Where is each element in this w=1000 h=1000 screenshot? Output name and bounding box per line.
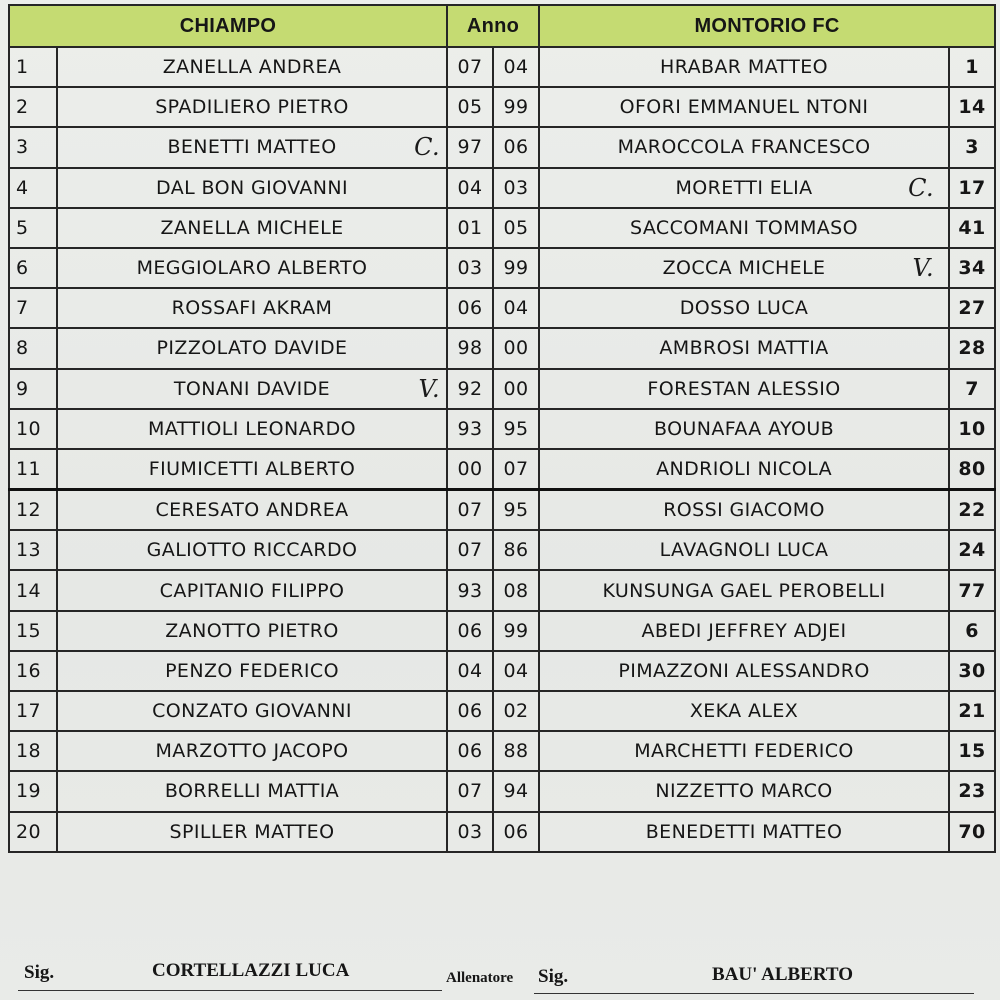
home-player-label: SPADILIERO PIETRO	[155, 96, 349, 119]
home-player-name	[57, 691, 447, 731]
away-player-label: NIZZETTO MARCO	[655, 780, 833, 803]
away-player-name	[539, 288, 949, 328]
home-birth-year: 07	[447, 47, 493, 87]
row-number: 14	[9, 570, 57, 610]
away-jersey-number: 6	[949, 611, 995, 651]
row-number: 4	[9, 168, 57, 208]
table-row	[9, 691, 995, 731]
away-jersey-number: 70	[949, 812, 995, 852]
away-team-header: MONTORIO FC	[539, 5, 995, 47]
away-player-name	[539, 530, 949, 570]
home-player-name	[57, 731, 447, 771]
away-jersey-number: 15	[949, 731, 995, 771]
home-player-name	[57, 168, 447, 208]
away-player-name	[539, 611, 949, 651]
row-number: 20	[9, 812, 57, 852]
table-row	[9, 168, 995, 208]
row-number: 11	[9, 449, 57, 490]
home-birth-year: 92	[447, 369, 493, 409]
home-player-label: FIUMICETTI ALBERTO	[148, 457, 356, 480]
table-row	[9, 530, 995, 570]
home-player-name	[57, 208, 447, 248]
away-jersey-number: 7	[949, 369, 995, 409]
home-player-name	[57, 369, 447, 409]
table-row	[9, 449, 995, 490]
lineup-table	[8, 4, 996, 853]
home-player-label: ROSSAFI AKRAM	[171, 297, 333, 320]
home-birth-year: 03	[447, 812, 493, 852]
home-sig-label: Sig.	[24, 962, 55, 983]
home-birth-year: 93	[447, 409, 493, 449]
away-birth-year: 04	[493, 651, 539, 691]
away-jersey-number: 22	[949, 490, 995, 531]
away-player-name	[539, 328, 949, 368]
away-player-name	[539, 691, 949, 731]
home-player-label: ZANELLA ANDREA	[162, 56, 342, 79]
away-player-name	[539, 369, 949, 409]
home-player-label: ZANOTTO PIETRO	[165, 619, 339, 642]
header-row	[9, 5, 995, 47]
away-birth-year: 06	[493, 812, 539, 852]
home-birth-year: 04	[447, 168, 493, 208]
away-player-name	[539, 812, 949, 852]
table-row	[9, 288, 995, 328]
table-row	[9, 87, 995, 127]
home-player-label: MEGGIOLARO ALBERTO	[136, 257, 368, 280]
away-birth-year: 94	[493, 771, 539, 811]
home-player-label: SPILLER MATTEO	[169, 820, 335, 843]
home-signature-line	[18, 990, 442, 991]
home-team-header: CHIAMPO	[9, 5, 447, 47]
away-birth-year: 04	[493, 288, 539, 328]
row-number: 7	[9, 288, 57, 328]
away-player-name	[539, 127, 949, 167]
home-birth-year: 01	[447, 208, 493, 248]
away-player-label: ANDRIOLI NICOLA	[656, 457, 832, 480]
row-number: 8	[9, 328, 57, 368]
away-jersey-number: 23	[949, 771, 995, 811]
row-number: 12	[9, 490, 57, 531]
away-jersey-number: 28	[949, 328, 995, 368]
away-birth-year: 05	[493, 208, 539, 248]
home-player-label: PENZO FEDERICO	[165, 659, 339, 682]
away-player-name	[539, 168, 949, 208]
row-number: 3	[9, 127, 57, 167]
row-number: 5	[9, 208, 57, 248]
home-player-name	[57, 328, 447, 368]
home-player-label: BORRELLI MATTIA	[164, 780, 340, 803]
home-player-name	[57, 490, 447, 531]
home-birth-year: 03	[447, 248, 493, 288]
away-jersey-number: 3	[949, 127, 995, 167]
row-number: 6	[9, 248, 57, 288]
table-row	[9, 812, 995, 852]
away-sig-label: Sig.	[538, 966, 569, 987]
away-player-label: MAROCCOLA FRANCESCO	[617, 136, 871, 159]
row-number: 10	[9, 409, 57, 449]
away-birth-year: 95	[493, 409, 539, 449]
away-player-label: AMBROSI MATTIA	[659, 337, 829, 360]
home-player-name	[57, 47, 447, 87]
home-player-label: CONZATO GIOVANNI	[152, 700, 352, 723]
row-number: 1	[9, 47, 57, 87]
away-birth-year: 99	[493, 248, 539, 288]
away-player-label: FORESTAN ALESSIO	[647, 377, 841, 400]
away-player-label: OFORI EMMANUEL NTONI	[619, 96, 869, 119]
away-player-name	[539, 570, 949, 610]
away-player-name	[539, 208, 949, 248]
away-birth-year: 08	[493, 570, 539, 610]
home-player-name	[57, 570, 447, 610]
away-birth-year: 00	[493, 369, 539, 409]
away-jersey-number: 77	[949, 570, 995, 610]
home-birth-year: 04	[447, 651, 493, 691]
home-player-label: MATTIOLI LEONARDO	[148, 417, 356, 440]
away-player-name	[539, 490, 949, 531]
row-number: 2	[9, 87, 57, 127]
away-signature-line	[534, 993, 974, 994]
away-player-label: LAVAGNOLI LUCA	[659, 539, 829, 562]
away-player-label: DOSSO LUCA	[679, 297, 809, 320]
away-player-label: SACCOMANI TOMMASO	[630, 216, 859, 239]
away-jersey-number: 34	[949, 248, 995, 288]
away-birth-year: 88	[493, 731, 539, 771]
row-number: 16	[9, 651, 57, 691]
away-jersey-number: 14	[949, 87, 995, 127]
away-birth-year: 99	[493, 611, 539, 651]
away-birth-year: 00	[493, 328, 539, 368]
home-role-mark: C.	[414, 133, 441, 162]
coach-role-label: Allenatore	[446, 970, 514, 986]
home-birth-year: 07	[447, 530, 493, 570]
home-player-name	[57, 248, 447, 288]
away-jersey-number: 27	[949, 288, 995, 328]
away-jersey-number: 17	[949, 168, 995, 208]
away-birth-year: 86	[493, 530, 539, 570]
away-player-name	[539, 87, 949, 127]
row-number: 18	[9, 731, 57, 771]
away-player-label: PIMAZZONI ALESSANDRO	[618, 659, 870, 682]
table-row	[9, 47, 995, 87]
table-row	[9, 409, 995, 449]
home-birth-year: 00	[447, 449, 493, 490]
home-player-label: GALIOTTO RICCARDO	[146, 539, 358, 562]
home-birth-year: 93	[447, 570, 493, 610]
away-coach-name: BAU' ALBERTO	[712, 964, 853, 985]
home-player-name	[57, 651, 447, 691]
away-player-label: HRABAR MATTEO	[660, 56, 828, 79]
away-player-label: ABEDI JEFFREY ADJEI	[641, 619, 847, 642]
away-player-name	[539, 651, 949, 691]
home-player-label: TONANI DAVIDE	[173, 377, 331, 400]
away-jersey-number: 30	[949, 651, 995, 691]
row-number: 9	[9, 369, 57, 409]
away-player-label: ROSSI GIACOMO	[663, 499, 825, 522]
home-player-name	[57, 530, 447, 570]
home-birth-year: 97	[447, 127, 493, 167]
home-birth-year: 98	[447, 328, 493, 368]
away-birth-year: 04	[493, 47, 539, 87]
table-row	[9, 127, 995, 167]
away-player-label: BOUNAFAA AYOUB	[653, 417, 835, 440]
away-birth-year: 03	[493, 168, 539, 208]
away-player-label: BENEDETTI MATTEO	[645, 820, 843, 843]
away-jersey-number: 41	[949, 208, 995, 248]
away-player-name	[539, 771, 949, 811]
home-player-name	[57, 127, 447, 167]
table-row	[9, 328, 995, 368]
table-row	[9, 208, 995, 248]
home-birth-year: 07	[447, 490, 493, 531]
home-player-label: DAL BON GIOVANNI	[156, 176, 348, 199]
away-jersey-number: 24	[949, 530, 995, 570]
home-player-name	[57, 611, 447, 651]
table-row	[9, 651, 995, 691]
year-header: Anno	[447, 5, 539, 47]
away-birth-year: 95	[493, 490, 539, 531]
home-player-label: CERESATO ANDREA	[155, 499, 349, 522]
table-row	[9, 490, 995, 531]
away-player-name	[539, 449, 949, 490]
signature-footer	[0, 950, 1000, 1000]
home-birth-year: 06	[447, 691, 493, 731]
home-birth-year: 06	[447, 288, 493, 328]
home-player-label: ZANELLA MICHELE	[160, 216, 344, 239]
home-player-name	[57, 812, 447, 852]
home-player-name	[57, 449, 447, 490]
away-birth-year: 07	[493, 449, 539, 490]
away-player-label: ZOCCA MICHELE	[662, 257, 826, 280]
away-role-mark: V.	[912, 254, 935, 283]
table-row	[9, 771, 995, 811]
away-jersey-number: 80	[949, 449, 995, 490]
home-player-name	[57, 409, 447, 449]
home-player-label: MARZOTTO JACOPO	[155, 740, 349, 763]
away-player-name	[539, 248, 949, 288]
away-player-name	[539, 731, 949, 771]
home-player-name	[57, 288, 447, 328]
away-jersey-number: 10	[949, 409, 995, 449]
away-jersey-number: 1	[949, 47, 995, 87]
away-player-label: MORETTI ELIA	[675, 176, 813, 199]
away-jersey-number: 21	[949, 691, 995, 731]
home-player-label: CAPITANIO FILIPPO	[159, 579, 345, 602]
table-row	[9, 570, 995, 610]
away-player-label: MARCHETTI FEDERICO	[634, 740, 854, 763]
home-birth-year: 07	[447, 771, 493, 811]
away-player-name	[539, 409, 949, 449]
player-rows	[9, 47, 995, 852]
home-birth-year: 06	[447, 611, 493, 651]
away-player-name	[539, 47, 949, 87]
row-number: 17	[9, 691, 57, 731]
home-player-name	[57, 87, 447, 127]
away-birth-year: 06	[493, 127, 539, 167]
table-row	[9, 248, 995, 288]
home-coach-name: CORTELLAZZI LUCA	[152, 960, 350, 981]
home-role-mark: V.	[418, 374, 441, 403]
table-row	[9, 369, 995, 409]
table-row	[9, 611, 995, 651]
away-player-label: XEKA ALEX	[689, 700, 799, 723]
row-number: 19	[9, 771, 57, 811]
away-player-label: KUNSUNGA GAEL PEROBELLI	[602, 579, 886, 602]
row-number: 15	[9, 611, 57, 651]
home-birth-year: 05	[447, 87, 493, 127]
row-number: 13	[9, 530, 57, 570]
home-player-label: BENETTI MATTEO	[167, 136, 337, 159]
home-player-name	[57, 771, 447, 811]
table-row	[9, 731, 995, 771]
away-birth-year: 02	[493, 691, 539, 731]
away-birth-year: 99	[493, 87, 539, 127]
home-birth-year: 06	[447, 731, 493, 771]
home-player-label: PIZZOLATO DAVIDE	[156, 337, 348, 360]
away-role-mark: C.	[908, 173, 935, 202]
